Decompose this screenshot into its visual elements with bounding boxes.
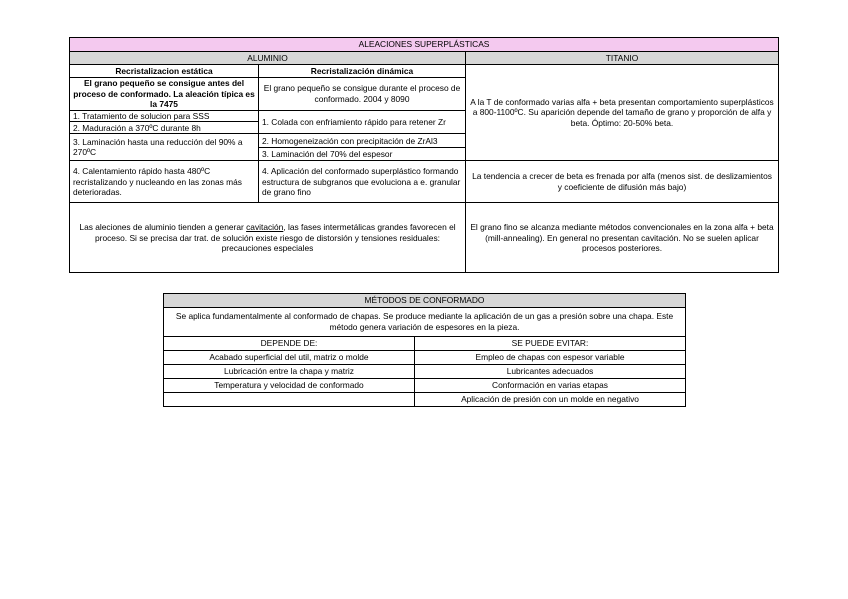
- titanio-header: TITANIO: [466, 52, 779, 65]
- depends-on-item: Acabado superficial del util, matriz o molde: [164, 351, 415, 365]
- static-step-2: 2. Maduración a 370ºC durante 8h: [70, 122, 259, 134]
- titanio-paragraph-2: La tendencia a crecer de beta es frenada por alfa (menos sist. de deslizamientos y coeficiente de difusión más bajo): [466, 161, 779, 203]
- aluminio-footer: Las aleciones de aluminio tienden a generar cavitación, las fases intermetálicas grandes favorecen el proceso. Si se precisa dar trat. de solución existe riesgo de distorsión y tensiones residuales: precauciones especiales: [70, 203, 466, 273]
- cavitacion-term: cavitación: [246, 221, 284, 232]
- forming-methods-title: MÉTODOS DE CONFORMADO: [164, 294, 686, 308]
- depends-on-header: DEPENDE DE:: [164, 337, 415, 351]
- dynamic-step-1: 1. Colada con enfriamiento rápido para retener Zr: [259, 110, 466, 134]
- dynamic-intro: El grano pequeño se consigue durante el proceso de conformado. 2004 y 8090: [259, 78, 466, 111]
- superplastic-alloys-table: [69, 37, 779, 273]
- can-avoid-header: SE PUEDE EVITAR:: [415, 337, 686, 351]
- dynamic-step-3: 3. Laminación del 70% del espesor: [259, 148, 466, 161]
- titanio-paragraph-3: El grano fino se alcanza mediante métodos convencionales en la zona alfa + beta (mill-annealing). En general no presentan cavitación. No se suelen aplicar procesos posteriores.: [466, 203, 779, 273]
- forming-methods-table: [163, 293, 686, 407]
- static-step-1: 1. Tratamiento de solucion para SSS: [70, 110, 259, 122]
- static-step-4: 4. Calentamiento rápido hasta 480ºC recristalizando y nucleando en las zonas más deterioradas.: [70, 161, 259, 203]
- static-recrystallization-title: Recristalizacion estática: [70, 65, 259, 78]
- depends-on-item: [164, 393, 415, 407]
- depends-on-item: Temperatura y velocidad de conformado: [164, 379, 415, 393]
- depends-on-item: Lubricación entre la chapa y matriz: [164, 365, 415, 379]
- static-intro: El grano pequeño se consigue antes del proceso de conformado. La aleación típica es la 7475: [70, 78, 259, 111]
- titanio-paragraph-1: A la T de conformado varias alfa + beta presentan comportamiento superplásticos a 800-1100ºC. Su aparición depende del tamaño de grano y proporción de alfa y beta. Óptimo: 20-50% beta.: [466, 65, 779, 161]
- can-avoid-item: Conformación en varias etapas: [415, 379, 686, 393]
- can-avoid-item: Aplicación de presión con un molde en negativo: [415, 393, 686, 407]
- table-title: ALEACIONES SUPERPLÁSTICAS: [70, 38, 779, 52]
- can-avoid-item: Lubricantes adecuados: [415, 365, 686, 379]
- dynamic-recrystallization-title: Recristalización dinámica: [259, 65, 466, 78]
- can-avoid-item: Empleo de chapas con espesor variable: [415, 351, 686, 365]
- static-step-3: 3. Laminación hasta una reducción del 90% a 270ºC: [70, 134, 259, 161]
- dynamic-step-4: 4. Aplicación del conformado superplástico formando estructura de subgranos que evoluciona a e. granular de grano fino: [259, 161, 466, 203]
- forming-methods-description: Se aplica fundamentalmente al conformado de chapas. Se produce mediante la aplicación de un gas a presión sobre una chapa. Este método genera variación de espesores en la pieza.: [164, 308, 686, 337]
- aluminio-header: ALUMINIO: [70, 52, 466, 65]
- dynamic-step-2: 2. Homogeneización con precipitación de ZrAl3: [259, 134, 466, 148]
